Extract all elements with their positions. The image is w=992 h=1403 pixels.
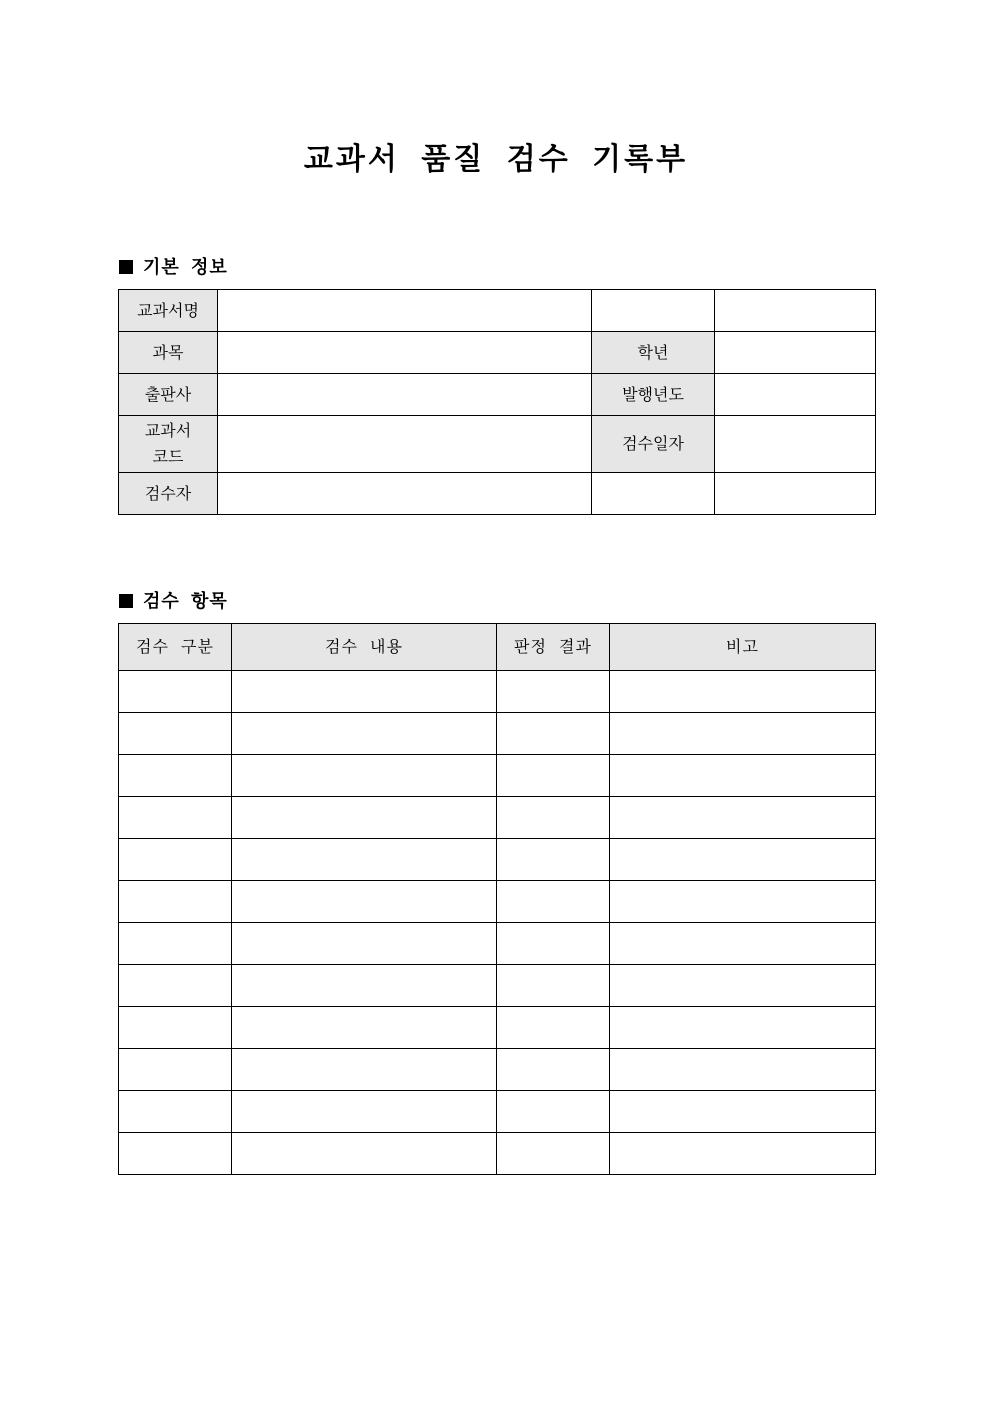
remarks-cell[interactable] [610,1049,876,1091]
table-row [119,839,876,881]
column-header-category: 검수 구분 [119,624,232,671]
remarks-cell[interactable] [610,1091,876,1133]
category-cell[interactable] [119,1133,232,1175]
content-cell[interactable] [232,797,497,839]
category-cell[interactable] [119,755,232,797]
category-cell[interactable] [119,1091,232,1133]
content-cell[interactable] [232,839,497,881]
result-cell[interactable] [497,1133,610,1175]
table-row [119,797,876,839]
subject-label: 과목 [119,332,218,374]
textbook-code-label-line2: 코드 [152,447,184,466]
table-row [119,755,876,797]
publisher-field[interactable] [218,374,592,416]
category-cell[interactable] [119,881,232,923]
category-cell[interactable] [119,923,232,965]
page-title: 교과서 품질 검수 기록부 [303,142,689,177]
textbook-name-label: 교과서명 [119,290,218,332]
category-cell[interactable] [119,1007,232,1049]
info-row-textbook-code [119,416,876,473]
textbook-code-field[interactable] [218,416,592,473]
content-cell[interactable] [232,1049,497,1091]
basic-info-heading-label: 기본 정보 [143,257,228,278]
basic-info-table [118,289,876,515]
textbook-code-label [119,416,218,473]
content-cell[interactable] [232,713,497,755]
result-cell[interactable] [497,797,610,839]
result-cell[interactable] [497,965,610,1007]
grade-label: 학년 [592,332,715,374]
square-bullet-icon [119,260,133,274]
content-cell[interactable] [232,1091,497,1133]
table-row [119,1133,876,1175]
info-row-publisher [119,374,876,416]
content-cell[interactable] [232,1133,497,1175]
inspection-items-heading [119,587,228,613]
remarks-cell[interactable] [610,713,876,755]
square-bullet-icon [119,594,133,608]
inspection-items-table [118,623,876,1175]
content-cell[interactable] [232,965,497,1007]
table-row [119,881,876,923]
basic-info-heading [119,253,228,279]
result-cell[interactable] [497,671,610,713]
remarks-cell[interactable] [610,1007,876,1049]
result-cell[interactable] [497,1091,610,1133]
table-row [119,713,876,755]
table-row [119,1049,876,1091]
table-row [119,965,876,1007]
blank-value-cell-1[interactable] [715,290,876,332]
column-header-result: 판정 결과 [497,624,610,671]
subject-field[interactable] [218,332,592,374]
remarks-cell[interactable] [610,839,876,881]
remarks-cell[interactable] [610,881,876,923]
category-cell[interactable] [119,713,232,755]
remarks-cell[interactable] [610,797,876,839]
content-cell[interactable] [232,671,497,713]
remarks-cell[interactable] [610,1133,876,1175]
table-row [119,671,876,713]
category-cell[interactable] [119,671,232,713]
result-cell[interactable] [497,839,610,881]
blank-label-cell-2 [592,473,715,515]
publisher-label: 출판사 [119,374,218,416]
content-cell[interactable] [232,923,497,965]
category-cell[interactable] [119,839,232,881]
category-cell[interactable] [119,797,232,839]
category-cell[interactable] [119,965,232,1007]
result-cell[interactable] [497,1049,610,1091]
content-cell[interactable] [232,755,497,797]
table-row [119,1091,876,1133]
inspector-field[interactable] [218,473,592,515]
blank-label-cell-1 [592,290,715,332]
inspector-label: 검수자 [119,473,218,515]
result-cell[interactable] [497,923,610,965]
info-row-subject [119,332,876,374]
info-row-textbook-name [119,290,876,332]
inspection-date-field[interactable] [715,416,876,473]
table-row [119,1007,876,1049]
content-cell[interactable] [232,1007,497,1049]
textbook-code-label-line1: 교과서 [144,421,192,440]
result-cell[interactable] [497,1007,610,1049]
remarks-cell[interactable] [610,923,876,965]
inspection-items-heading-label: 검수 항목 [143,591,228,612]
publication-year-field[interactable] [715,374,876,416]
info-row-inspector [119,473,876,515]
remarks-cell[interactable] [610,965,876,1007]
column-header-remarks: 비고 [610,624,876,671]
result-cell[interactable] [497,755,610,797]
result-cell[interactable] [497,713,610,755]
inspection-table-header [119,624,876,671]
inspection-table-body [119,671,876,1175]
category-cell[interactable] [119,1049,232,1091]
blank-value-cell-2[interactable] [715,473,876,515]
inspection-date-label: 검수일자 [592,416,715,473]
column-header-content: 검수 내용 [232,624,497,671]
result-cell[interactable] [497,881,610,923]
grade-field[interactable] [715,332,876,374]
remarks-cell[interactable] [610,671,876,713]
textbook-name-field[interactable] [218,290,592,332]
publication-year-label: 발행년도 [592,374,715,416]
table-row [119,923,876,965]
content-cell[interactable] [232,881,497,923]
remarks-cell[interactable] [610,755,876,797]
